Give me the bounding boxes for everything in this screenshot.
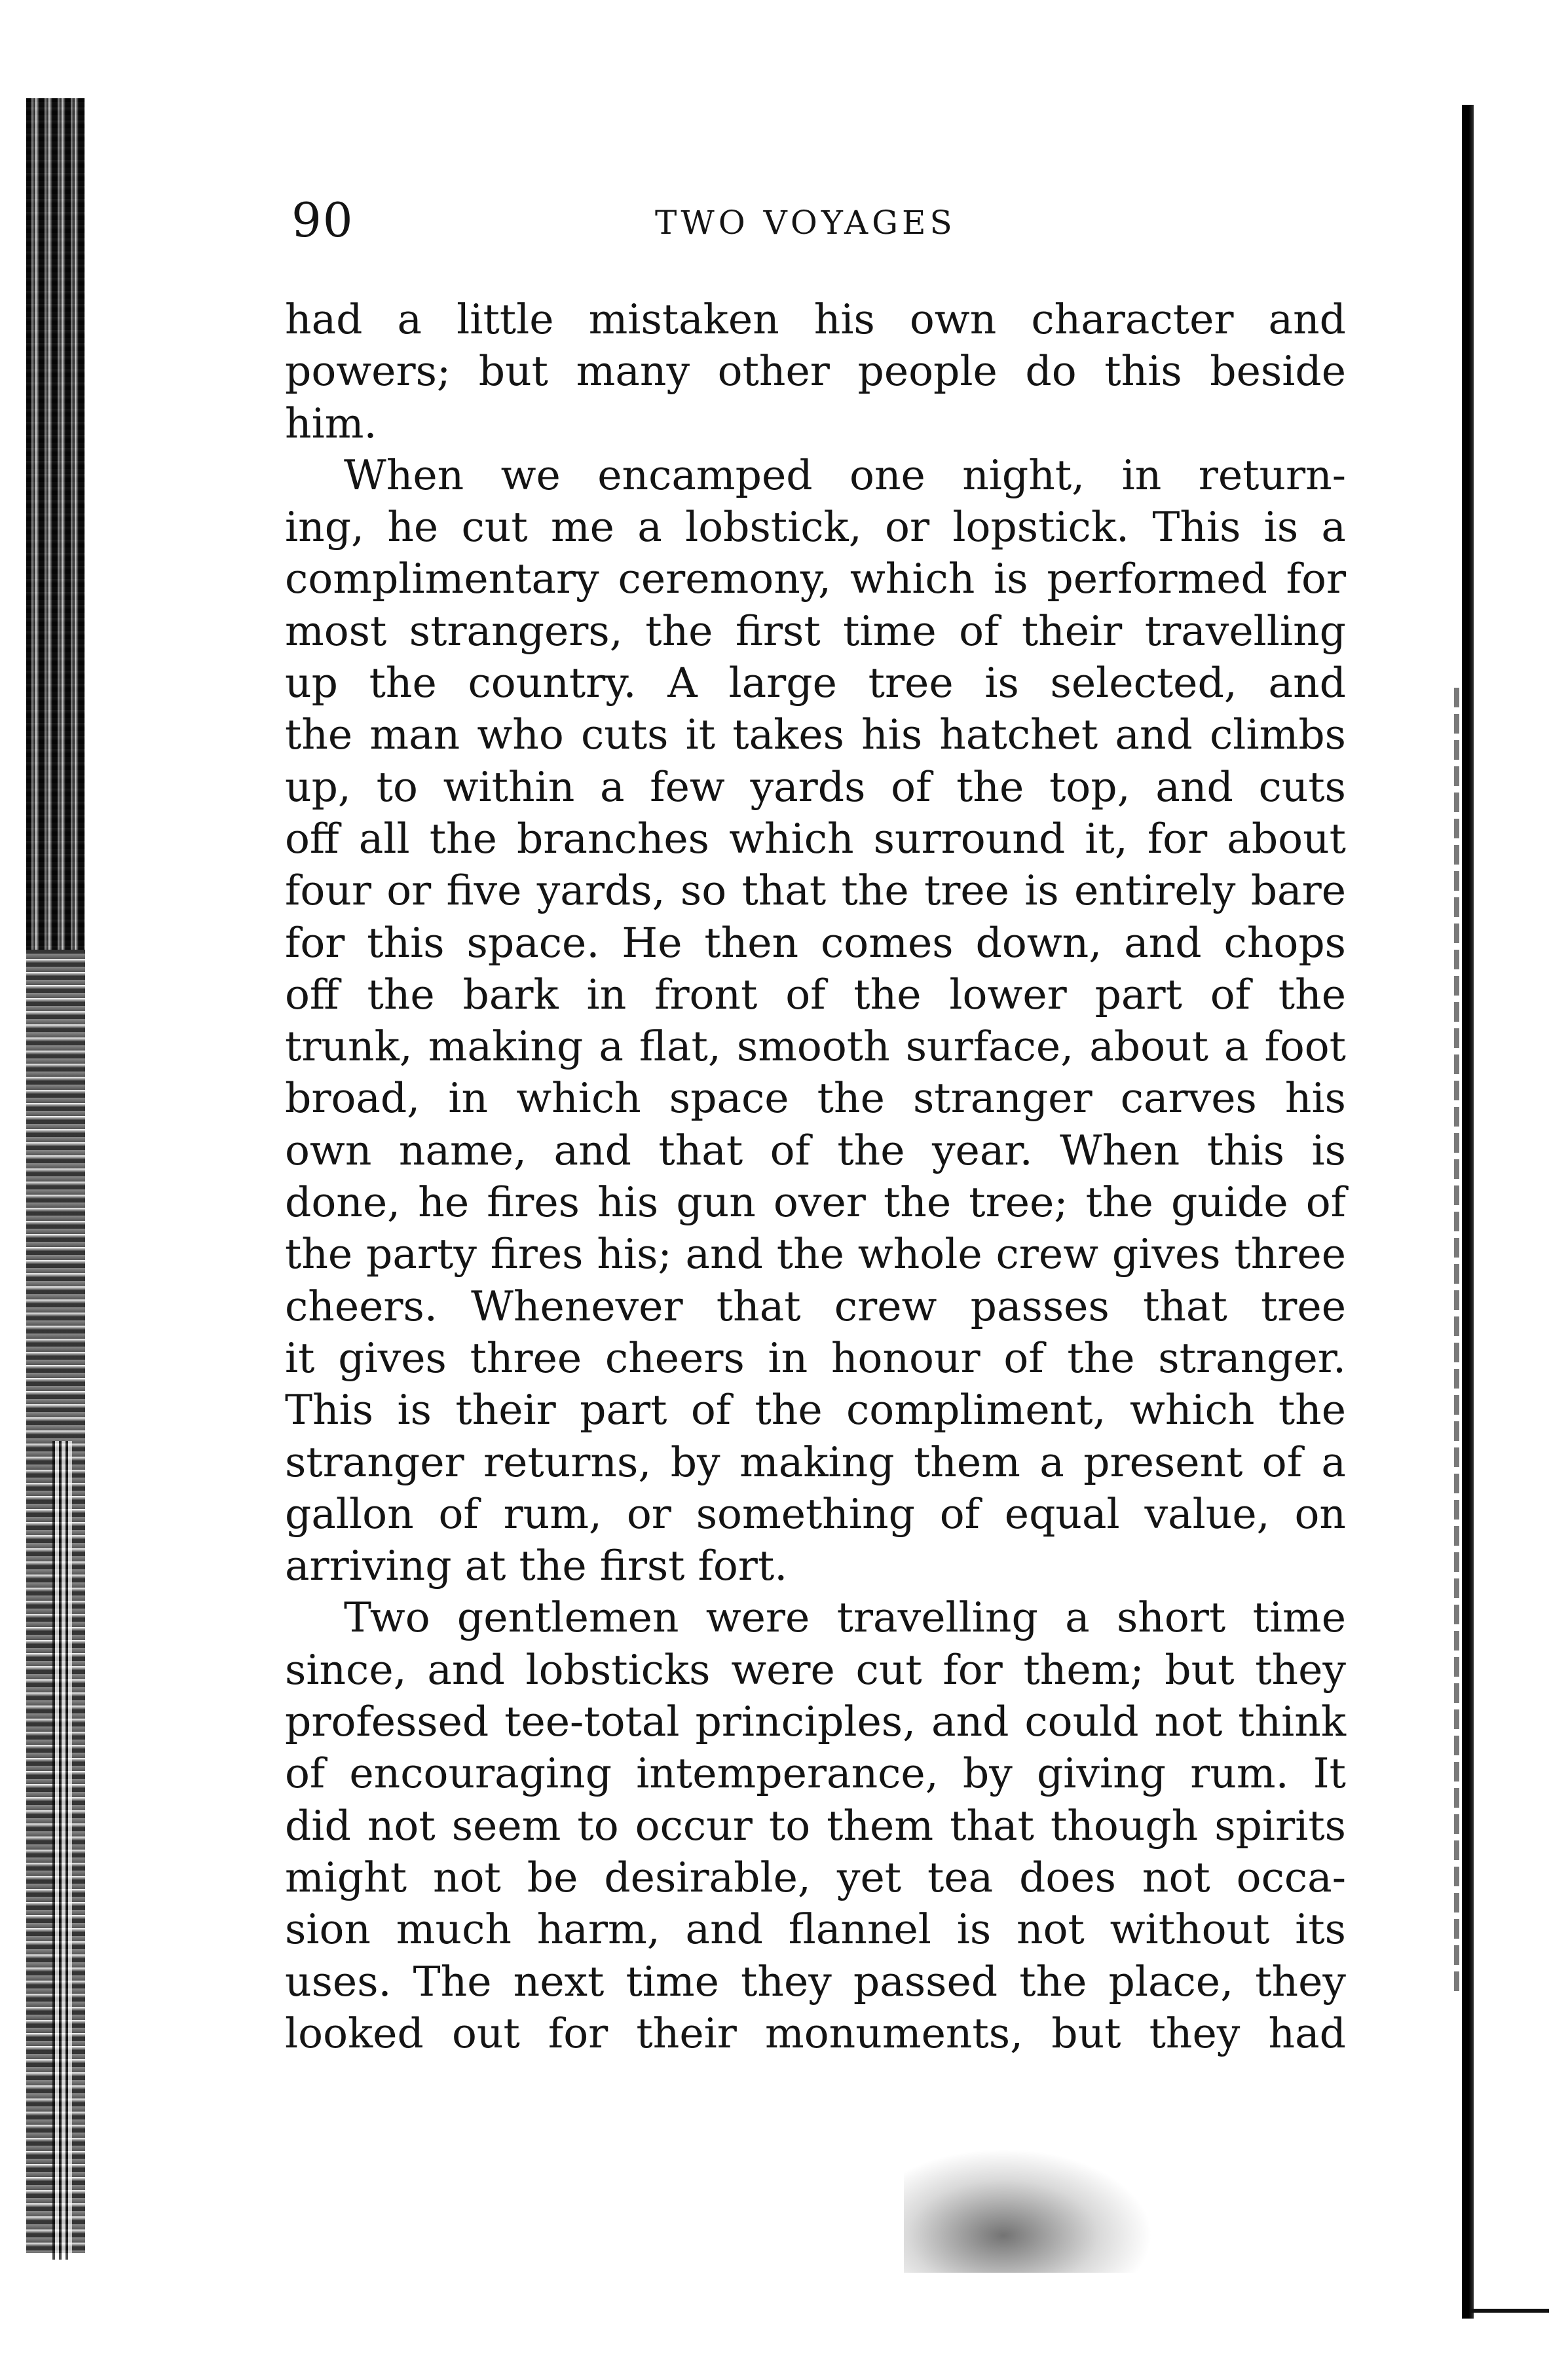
text-line: since, and lobsticks were cut for them; but they xyxy=(285,1645,1346,1694)
text-line: arriving at the first fort. xyxy=(285,1542,788,1590)
text-line: trunk, making a flat, smooth surface, about a foot xyxy=(285,1022,1346,1071)
text-line: the man who cuts it takes his hatchet and climbs xyxy=(285,711,1346,759)
text-line: the party fires his; and the whole crew gives three xyxy=(285,1230,1346,1278)
text-line: it gives three cheers in honour of the stranger. xyxy=(285,1334,1346,1382)
page-number: 90 xyxy=(291,193,354,248)
text-line: looked out for their monuments, but they had xyxy=(285,2009,1346,2057)
scan-edge-left-lower xyxy=(52,1441,72,2260)
text-line: gallon of rum, or something of equal value, on xyxy=(285,1489,1346,1538)
text-line: up, to within a few yards of the top, and cuts xyxy=(285,762,1346,811)
text-line: broad, in which space the stranger carves his xyxy=(285,1074,1346,1123)
text-line: of encouraging intemperance, by giving rum. It xyxy=(285,1749,1346,1798)
text-line: most strangers, the first time of their travelling xyxy=(285,606,1346,655)
text-line: had a little mistaken his own character and xyxy=(285,295,1346,343)
text-line: might not be desirable, yet tea does not occa- xyxy=(285,1853,1346,1901)
text-line: powers; but many other people do this beside xyxy=(285,347,1346,396)
text-line: stranger returns, by making them a present of a xyxy=(285,1438,1346,1486)
text-line: This is their part of the compliment, which the xyxy=(285,1386,1346,1434)
text-line: Two gentlemen were travelling a short time xyxy=(344,1594,1346,1642)
text-line: cheers. Whenever that crew passes that tree xyxy=(285,1282,1346,1330)
text-line: off the bark in front of the lower part of the xyxy=(285,970,1346,1018)
text-line: off all the branches which surround it, for about xyxy=(285,814,1346,863)
scan-edge-left-dense xyxy=(26,98,85,950)
text-line: complimentary ceremony, which is performed for xyxy=(285,555,1346,603)
text-line: did not seem to occur to them that though spirits xyxy=(285,1801,1346,1850)
scan-edge-right-inner xyxy=(1454,688,1459,1998)
scan-edge-right xyxy=(1462,105,1474,2319)
running-head: TWO VOYAGES xyxy=(655,204,956,242)
text-line: up the country. A large tree is selected, and xyxy=(285,659,1346,707)
text-line: done, he fires his gun over the tree; the guide of xyxy=(285,1178,1346,1227)
body-text xyxy=(285,293,1346,2059)
text-line: ing, he cut me a lobstick, or lopstick. This is a xyxy=(285,503,1346,551)
text-line: sion much harm, and flannel is not without its xyxy=(285,1905,1346,1954)
text-line: him. xyxy=(285,399,377,447)
text-line: professed tee-total principles, and could not think xyxy=(285,1698,1346,1746)
text-line: four or five yards, so that the tree is entirely bare xyxy=(285,867,1346,915)
text-line: for this space. He then comes down, and chops xyxy=(285,918,1346,967)
text-line: own name, and that of the year. When this is xyxy=(285,1126,1346,1174)
text-line: uses. The next time they passed the place, they xyxy=(285,1957,1346,2005)
ink-smudge xyxy=(904,2148,1153,2273)
text-line: When we encamped one night, in return- xyxy=(344,451,1346,499)
scan-edge-right-foot xyxy=(1470,2309,1549,2313)
